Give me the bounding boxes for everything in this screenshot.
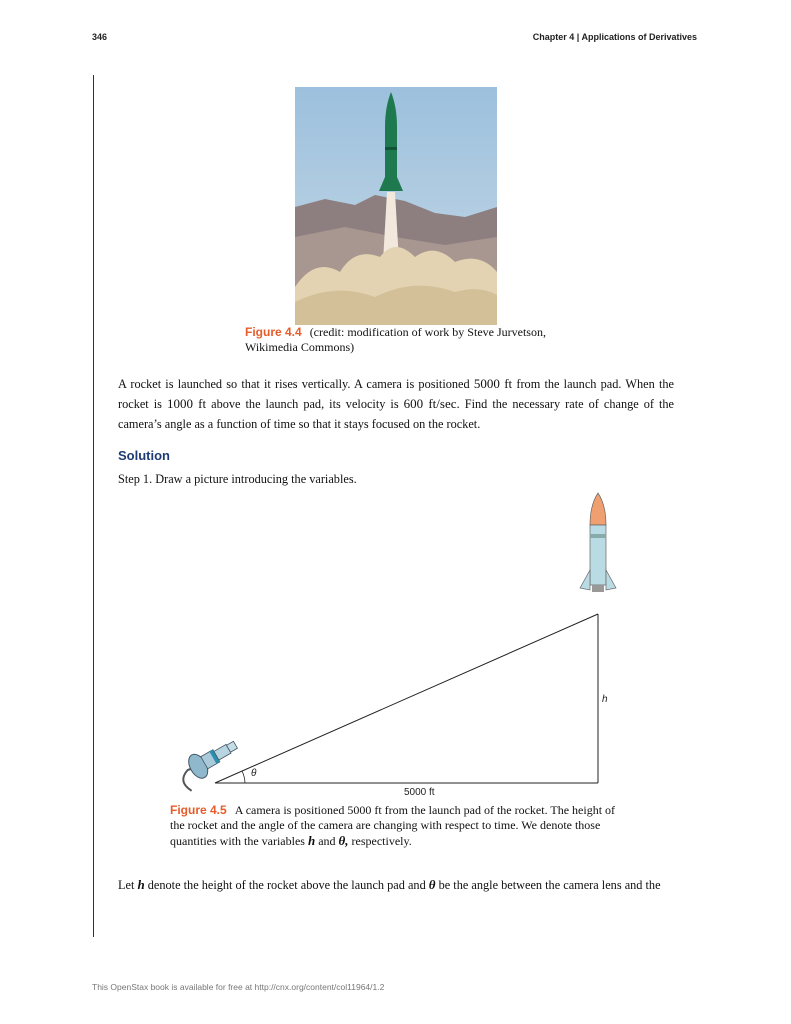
caption-text: (credit: modification of work by Steve Jurvetson, Wikimedia Commons) xyxy=(245,325,546,354)
math-distance: 5000 ft xyxy=(473,376,513,391)
rocket-launch-photo xyxy=(295,87,497,325)
rocket-icon xyxy=(580,493,616,592)
caption-text: A camera is positioned 5000 ft from the launch pad of the rocket. The height of the rocket and the angle of the camera are changing with respect to time. We denote those quantities with the variables xyxy=(170,803,616,848)
figure-4-5-diagram xyxy=(0,480,791,800)
math-h: h xyxy=(137,877,145,892)
text: Find the necessary rate of change of the camera’s angle as a function of time so that it stays focused on the rocket. xyxy=(118,397,674,431)
h-label: h xyxy=(602,694,608,705)
figure-label: Figure 4.5 xyxy=(170,803,227,817)
solution-heading: Solution xyxy=(118,448,170,463)
text: Let xyxy=(118,878,138,892)
text: from the launch pad. When the rocket is xyxy=(118,377,674,411)
angle-arc xyxy=(242,771,245,783)
chapter-title: Chapter 4 | Applications of Derivatives xyxy=(532,32,697,42)
math-theta: θ, xyxy=(338,833,349,848)
math-height: 1000 ft xyxy=(166,396,207,411)
figure-4-5-caption xyxy=(170,803,625,849)
problem-paragraph xyxy=(118,374,674,434)
figure-label: Figure 4.4 xyxy=(245,325,302,339)
text: denote the height of the rocket above the launch pad and xyxy=(144,878,429,892)
text: be the angle between the camera lens and the xyxy=(435,878,661,892)
math-velocity: 600 ft/sec. xyxy=(403,396,460,411)
caption-text: respectively. xyxy=(348,834,412,848)
figure-4-4-caption xyxy=(245,325,555,355)
step-1-text: Step 1. Draw a picture introducing the variables. xyxy=(118,472,357,486)
math-h: h xyxy=(307,833,316,848)
text: above the launch pad, its velocity is xyxy=(206,397,404,411)
base-distance-label: 5000 ft xyxy=(404,787,435,798)
caption-text: and xyxy=(315,834,339,848)
footer-text: This OpenStax book is available for free at http://cnx.org/content/col11964/1.2 xyxy=(92,982,385,992)
text: A rocket is launched so that it rises vertically. A camera is positioned xyxy=(118,377,474,391)
theta-label: θ xyxy=(251,768,257,779)
page-number: 346 xyxy=(92,32,108,42)
let-paragraph xyxy=(118,873,674,897)
math-theta: θ xyxy=(428,877,436,892)
hypotenuse-line xyxy=(215,614,598,783)
